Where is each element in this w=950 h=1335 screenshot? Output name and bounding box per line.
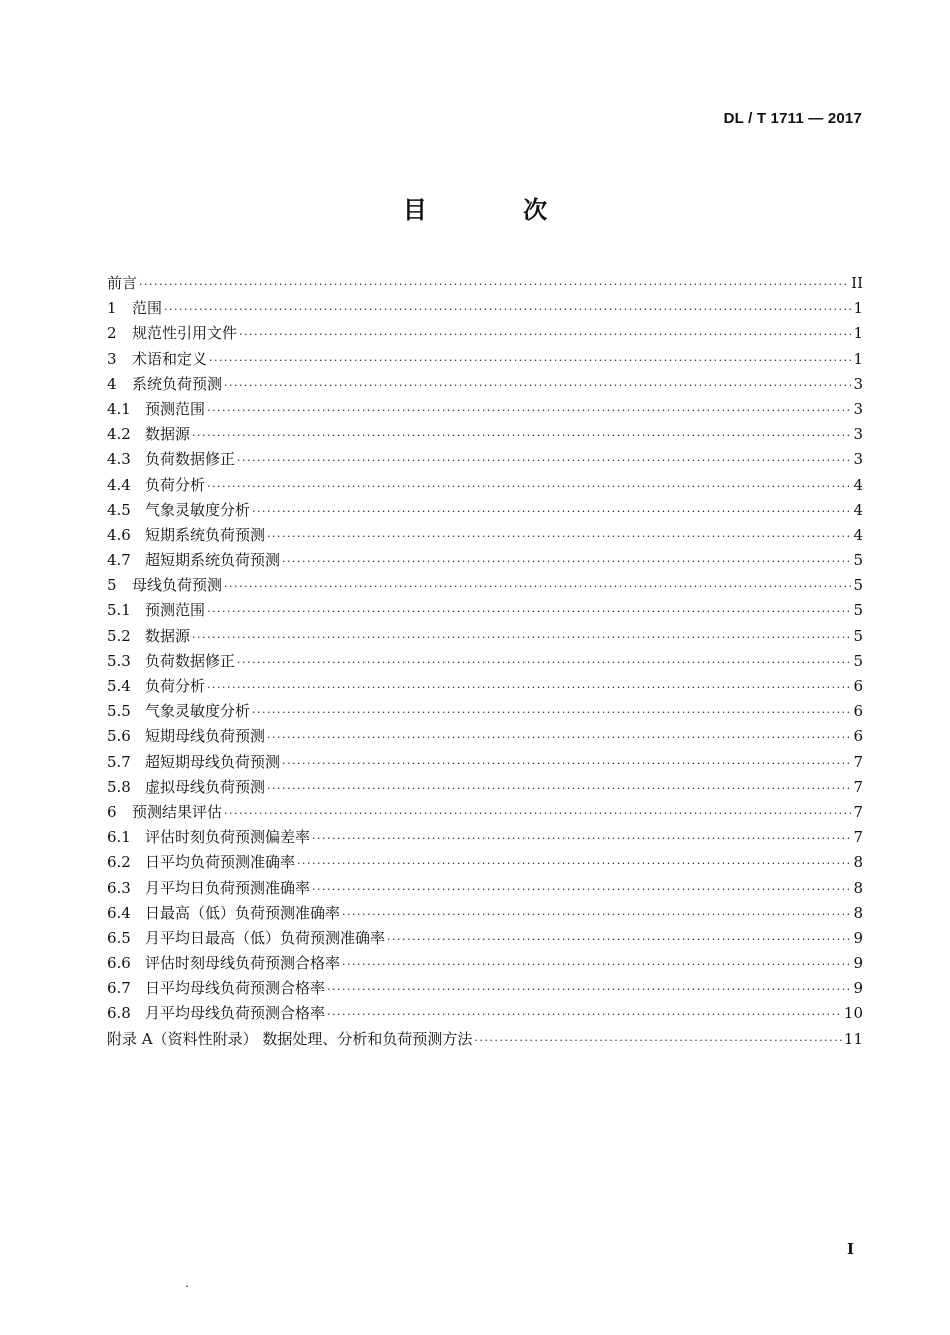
toc-entry[interactable]	[107, 548, 863, 573]
toc-entry-page: 1	[853, 299, 863, 318]
toc-entry-page: 4	[853, 525, 863, 544]
toc-leader-dots	[267, 725, 851, 750]
toc-entry-number: 5	[107, 576, 117, 595]
toc-entry[interactable]	[107, 850, 863, 875]
toc-entry-number: 4.2	[107, 425, 131, 444]
toc-entry-page: 6	[853, 677, 863, 695]
toc-entry[interactable]	[107, 775, 863, 800]
toc-entry-label: 数据源	[145, 425, 191, 444]
toc-entry-label: 日平均母线负荷预测合格率	[145, 979, 326, 998]
toc-entry-number: 4.1	[107, 399, 131, 418]
toc-entry-label: 母线负荷预测	[132, 576, 223, 595]
toc-leader-dots	[252, 499, 851, 524]
toc-entry[interactable]	[107, 372, 863, 397]
toc-entry-page: 5	[853, 626, 863, 645]
toc-entry-number: 6.7	[107, 979, 131, 998]
toc-entry-page: 8	[853, 878, 863, 897]
toc-entry[interactable]	[107, 1001, 863, 1026]
toc-entry-number: 6.3	[107, 878, 131, 897]
toc-entry-number: 6.5	[107, 928, 131, 947]
toc-entry-label: 规范性引用文件	[132, 324, 238, 343]
toc-leader-dots	[192, 625, 851, 650]
toc-entry-number: 6	[107, 802, 117, 821]
toc-entry-number: 4.6	[107, 525, 131, 544]
toc-leader-dots	[387, 927, 851, 952]
toc-entry[interactable]	[107, 321, 863, 346]
toc-entry-label: 短期系统负荷预测	[145, 525, 266, 544]
toc-entry-label: 虚拟母线负荷预测	[145, 777, 266, 796]
toc-entry-number: 6.8	[107, 1004, 131, 1023]
toc-leader-dots	[252, 700, 851, 725]
standard-code: DL / T 1711 — 2017	[723, 110, 862, 127]
toc-leader-dots	[237, 650, 851, 675]
toc-entry-label: 评估时刻母线负荷预测合格率	[145, 954, 341, 973]
toc-leader-dots	[207, 474, 851, 499]
toc-entry[interactable]	[107, 750, 863, 775]
toc-entry-number: 1	[107, 299, 117, 318]
stray-mark: .	[185, 1276, 189, 1290]
toc-entry[interactable]	[107, 624, 863, 649]
table-of-contents	[107, 271, 863, 1052]
toc-entry[interactable]	[107, 800, 863, 825]
toc-entry-number: 5.4	[107, 677, 131, 695]
toc-entry-label: 气象灵敏度分析	[145, 702, 251, 721]
toc-entry[interactable]	[107, 699, 863, 724]
toc-entry-label: 预测结果评估	[132, 802, 223, 821]
toc-entry[interactable]	[107, 926, 863, 951]
toc-entry-page: 8	[853, 853, 863, 872]
toc-entry-label: 负荷数据修正	[145, 450, 236, 469]
toc-entry-page: 11	[843, 1029, 863, 1048]
toc-entry[interactable]	[107, 473, 863, 498]
toc-entry[interactable]	[107, 271, 863, 296]
toc-entry-number: 4.4	[107, 475, 131, 494]
toc-entry-page: 7	[853, 828, 863, 847]
toc-entry-number: 4	[107, 374, 117, 393]
toc-entry-label: 预测范围	[145, 601, 206, 620]
toc-entry-page: 3	[853, 450, 863, 469]
toc-leader-dots	[282, 549, 851, 574]
toc-entry-page: 8	[853, 903, 863, 922]
toc-leader-dots	[207, 599, 851, 624]
toc-leader-dots	[267, 776, 851, 801]
toc-entry-page: 4	[853, 500, 863, 519]
toc-entry-number: 6.1	[107, 828, 131, 847]
toc-entry-number: 5.5	[107, 702, 131, 721]
toc-entry-number: 2	[107, 324, 117, 343]
toc-entry-page: 3	[853, 399, 863, 418]
toc-entry[interactable]	[107, 825, 863, 850]
toc-entry-label: 日平均负荷预测准确率	[145, 853, 296, 872]
toc-entry-label: 范围	[132, 299, 163, 318]
toc-entry-page: 7	[853, 777, 863, 796]
toc-entry-label: 系统负荷预测	[132, 374, 223, 393]
toc-leader-dots	[327, 1002, 842, 1027]
toc-leader-dots	[207, 675, 851, 700]
toc-entry[interactable]	[107, 724, 863, 749]
toc-entry[interactable]	[107, 523, 863, 548]
toc-leader-dots	[327, 977, 851, 1002]
toc-entry[interactable]	[107, 1027, 863, 1052]
toc-entry[interactable]	[107, 347, 863, 372]
toc-entry-label: 负荷分析	[145, 677, 206, 695]
page-title: 目 次	[402, 196, 592, 224]
toc-entry-page: 5	[853, 551, 863, 570]
toc-entry-page: II	[851, 274, 863, 292]
toc-entry-number: 4.7	[107, 551, 131, 570]
toc-entry-label: 短期母线负荷预测	[145, 727, 266, 746]
toc-entry-page: 5	[853, 601, 863, 620]
toc-entry-label: 月平均日负荷预测准确率	[145, 878, 311, 897]
toc-entry[interactable]	[107, 901, 863, 926]
toc-leader-dots	[312, 877, 851, 902]
toc-entry-label: 负荷数据修正	[145, 651, 236, 670]
toc-entry-page: 5	[853, 576, 863, 595]
toc-entry-label: 负荷分析	[145, 475, 206, 494]
toc-entry[interactable]	[107, 598, 863, 623]
toc-entry-page: 3	[853, 374, 863, 393]
toc-leader-dots	[209, 348, 851, 373]
toc-entry-number: 4.3	[107, 450, 131, 469]
toc-entry[interactable]	[107, 876, 863, 901]
toc-entry-number: 5.1	[107, 601, 131, 620]
toc-entry[interactable]	[107, 296, 863, 321]
toc-entry-page: 9	[853, 954, 863, 973]
toc-entry-page: 7	[853, 802, 863, 821]
toc-entry-label: 术语和定义	[132, 349, 208, 368]
toc-entry-page: 6	[853, 702, 863, 721]
toc-entry-number: 5.3	[107, 651, 131, 670]
toc-entry-label: 预测范围	[145, 399, 206, 418]
toc-entry[interactable]	[107, 674, 863, 699]
toc-entry-page: 4	[853, 475, 863, 494]
toc-entry[interactable]	[107, 951, 863, 976]
toc-entry[interactable]	[107, 447, 863, 472]
toc-leader-dots	[312, 826, 851, 851]
toc-leader-dots	[224, 574, 851, 599]
toc-entry-number: 5.6	[107, 727, 131, 746]
toc-entry[interactable]	[107, 422, 863, 447]
toc-leader-dots	[192, 423, 851, 448]
toc-leader-dots	[224, 801, 851, 826]
toc-leader-dots	[239, 322, 851, 347]
toc-entry-page: 3	[853, 425, 863, 444]
toc-leader-dots	[139, 272, 849, 297]
toc-entry-label: 气象灵敏度分析	[145, 500, 251, 519]
toc-entry-number: 6.2	[107, 853, 131, 872]
toc-entry-label: 附录 A（资料性附录） 数据处理、分析和负荷预测方法	[107, 1029, 473, 1048]
toc-leader-dots	[342, 902, 851, 927]
toc-entry-page: 5	[853, 651, 863, 670]
toc-entry[interactable]	[107, 397, 863, 422]
toc-leader-dots	[224, 373, 851, 398]
toc-leader-dots	[267, 524, 851, 549]
toc-entry-number: 6.6	[107, 954, 131, 973]
toc-leader-dots	[282, 751, 851, 776]
toc-leader-dots	[164, 297, 851, 322]
toc-entry-label: 超短期母线负荷预测	[145, 752, 281, 771]
toc-entry-page: 10	[843, 1004, 863, 1023]
toc-leader-dots	[342, 952, 851, 977]
toc-entry[interactable]	[107, 498, 863, 523]
toc-entry-page: 1	[853, 349, 863, 368]
toc-entry-label: 评估时刻负荷预测偏差率	[145, 828, 311, 847]
toc-entry-label: 前言	[107, 274, 138, 292]
toc-leader-dots	[207, 398, 851, 423]
toc-leader-dots	[474, 1028, 842, 1053]
toc-entry-page: 1	[853, 324, 863, 343]
toc-entry-page: 7	[853, 752, 863, 771]
toc-entry-number: 5.2	[107, 626, 131, 645]
toc-entry-page: 9	[853, 928, 863, 947]
toc-entry[interactable]	[107, 573, 863, 598]
toc-entry[interactable]	[107, 649, 863, 674]
toc-leader-dots	[237, 448, 851, 473]
toc-entry-number: 5.8	[107, 777, 131, 796]
toc-entry-label: 超短期系统负荷预测	[145, 551, 281, 570]
toc-entry-label: 月平均母线负荷预测合格率	[145, 1004, 326, 1023]
toc-entry-number: 5.7	[107, 752, 131, 771]
toc-entry[interactable]	[107, 976, 863, 1001]
toc-entry-number: 4.5	[107, 500, 131, 519]
toc-entry-number: 3	[107, 349, 117, 368]
toc-leader-dots	[297, 851, 851, 876]
toc-entry-page: 6	[853, 727, 863, 746]
toc-entry-label: 数据源	[145, 626, 191, 645]
page-number: I	[846, 1240, 854, 1258]
toc-entry-number: 6.4	[107, 903, 131, 922]
toc-entry-label: 日最高（低）负荷预测准确率	[145, 903, 341, 922]
toc-entry-label: 月平均日最高（低）负荷预测准确率	[145, 928, 386, 947]
toc-entry-page: 9	[853, 979, 863, 998]
